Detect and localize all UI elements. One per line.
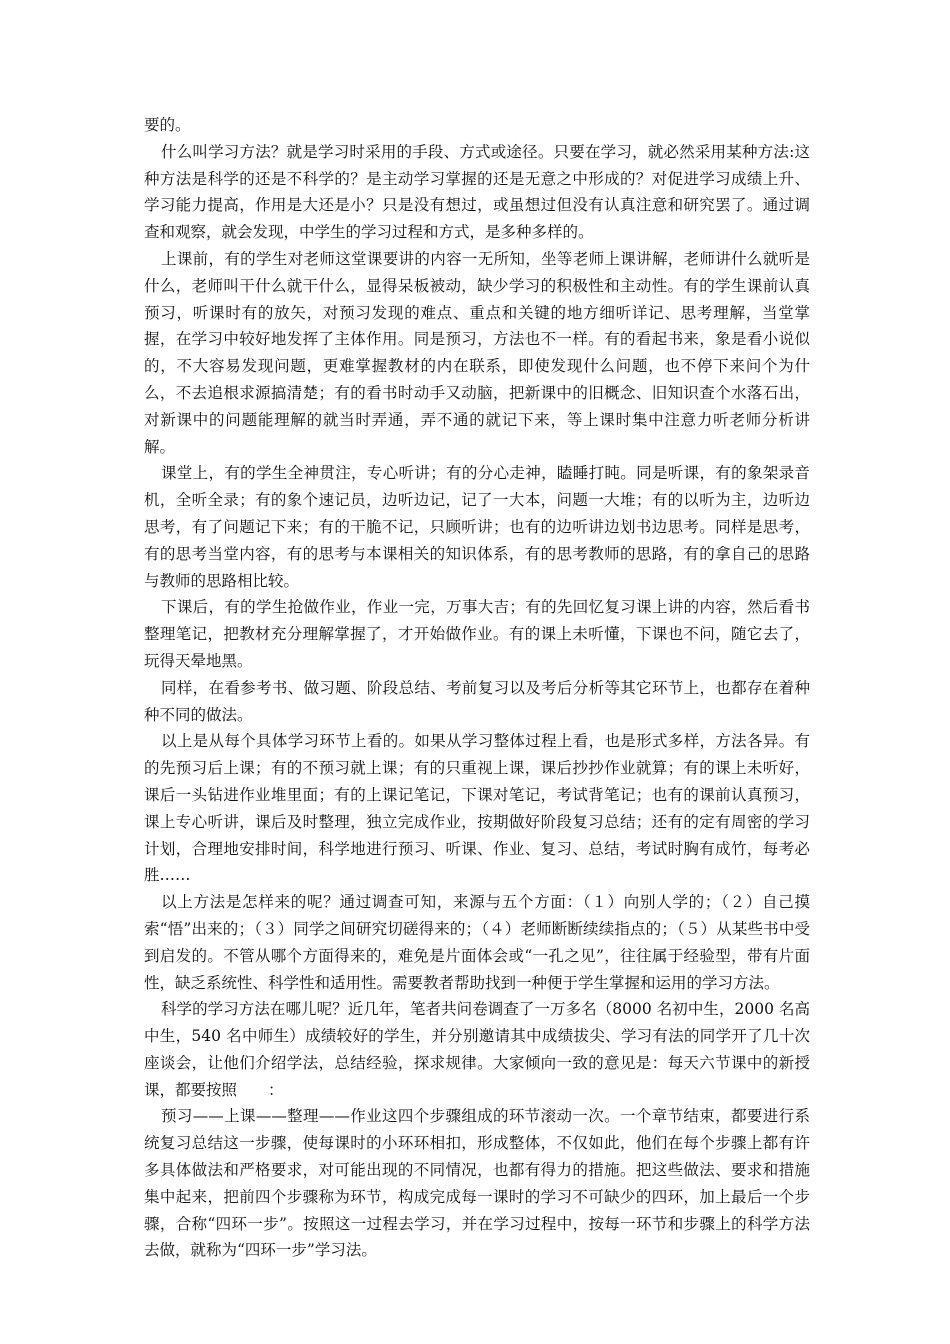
paragraph-in-class: 课堂上，有的学生全神贯注，专心听讲；有的分心走神，瞌睡打盹。同是听课，有的象架录音机，全听全录；有的象个速记员，边听边记，记了一大本，问题一大堆；有的以听为主，边听边思考，有了问题记下来；有的干脆不记，只顾听讲；也有的边听讲边划书边思考。同样是思考，有的思考当堂内容，有的思考与本课相关的知识体系，有的思考教师的思路，有的拿自己的思路与教师的思路相比较。 [144,464,810,590]
paragraph-four-rings-one-step: 预习——上课——整理——作业这四个步骤组成的环节滚动一次。一个章节结束，都要进行系统复习总结这一步骤，使每课时的小环环相扣，形成整体，不仅如此，他们在每个步骤上都有许多具体做法和严格要求，对可能出现的不同情况，也都有得力的措施。把这些做法、要求和措施集中起来，把前四个步骤称为环节，构成完成每一课时的学习不可缺少的四环，加上最后一个步骤，合称“四环一步”。按照这一过程去学习，并在学习过程中，按每一环节和步骤上的科学方法去做，就称为“四环一步”学习法。 [144,1107,810,1260]
paragraph-after-class: 下课后，有的学生抢做作业，作业一完，万事大吉；有的先回忆复习课上讲的内容，然后看书整理笔记，把教材充分理解掌握了，才开始做作业。有的课上未听懂，下课也不问，随它去了，玩得天晕地黑。 [144,598,810,670]
paragraph-overall-process: 以上是从每个具体学习环节上看的。如果从学习整体过程上看，也是形式多样，方法各异。有的先预习后上课；有的不预习就上课；有的只重视上课，课后抄抄作业就算；有的课上未听好，课后一头钻进作业堆里面；有的上课记笔记，下课对笔记，考试背笔记；也有的课前认真预习，课上专心听讲，课后及时整理，独立完成作业，按期做好阶段复习总结；还有的定有周密的学习计划，合理地安排时间，科学地进行预习、听课、作业、复习、总结，考试时胸有成竹，每考必胜…… [144,732,810,885]
paragraph-survey: 科学的学习方法在哪儿呢？近几年，笔者共问卷调查了一万多名（8000 名初中生，2000 名高中生，540 名中师生）成绩较好的学生，并分别邀请其中成绩拔尖、学习有法的同学开了几十次座谈会，让他们介绍学法，总结经验，探求规律。大家倾向一致的意见是：每天六节课中的新授课，都要按照 ： [144,1000,810,1099]
paragraph-method-sources: 以上方法是怎样来的呢？通过调查可知，来源与五个方面：（１）向别人学的；（２）自己摸索“悟”出来的；（３）同学之间研究切磋得来的；（４）老师断断续续指点的；（５）从某些书中受到启发的。不管从哪个方面得来的，难免是片面体会或“一孔之见”，往往属于经验型，带有片面性，缺乏系统性、科学性和适用性。需要教者帮助找到一种便于学生掌握和运用的学习方法。 [144,893,810,992]
paragraph-continuation: 要的。 [144,116,191,134]
paragraph-what-is-method: 什么叫学习方法？就是学习时采用的手段、方式或途径。只要在学习，就必然采用某种方法:这种方法是科学的还是不科学的？是主动学习掌握的还是无意之中形成的？对促进学习成绩上升、学习能力提高，作用是大还是小？只是没有想过，或虽想过但没有认真注意和研究罢了。通过调查和观察，就会发现，中学生的学习过程和方式，是多种多样的。 [144,142,810,242]
paragraph-before-class: 上课前，有的学生对老师这堂课要讲的内容一无所知，坐等老师上课讲解，老师讲什么就听是什么，老师叫干什么就干什么，显得呆板被动，缺少学习的积极性和主动性。有的学生课前认真预习，听课时有的放矢，对预习发现的难点、重点和关键的地方细听详记、思考理解，当堂掌握，在学习中较好地发挥了主体作用。同是预习，方法也不一样。有的看起书来，象是看小说似的，不大容易发现问题，更难掌握教材的内在联系，即使发现什么问题，也不停下来问个为什么，不去追根求源搞清楚；有的看书时动手又动脑，把新课中的旧概念、旧知识查个水落石出，对新课中的问题能理解的就当时弄通，弄不通的就记下来，等上课时集中注意力听老师分析讲解。 [144,249,810,456]
document-body [144,112,810,1264]
paragraph-other-stages: 同样，在看参考书、做习题、阶段总结、考前复习以及考后分析等其它环节上，也都存在着种种不同的做法。 [144,678,810,724]
